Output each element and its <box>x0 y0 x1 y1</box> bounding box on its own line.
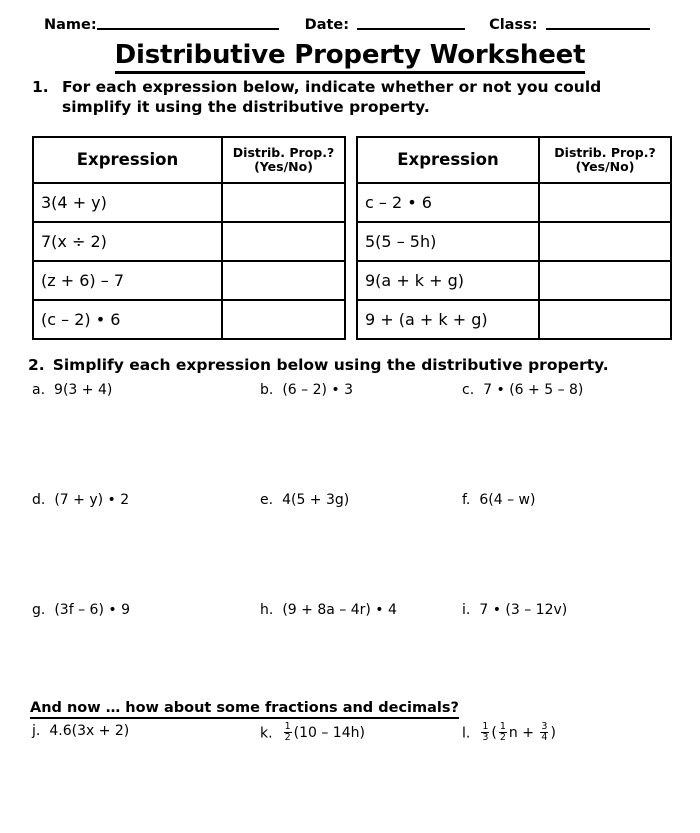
name-input-line[interactable] <box>97 27 279 30</box>
problem-j[interactable] <box>32 723 129 740</box>
header-distrib-line2-left: (Yes/No) <box>254 159 313 174</box>
problem-row-def <box>28 492 676 602</box>
problem-l-label: l. <box>462 725 471 742</box>
date-field-group <box>305 18 465 33</box>
name-field-group <box>44 18 279 33</box>
fraction-one-half <box>499 722 507 743</box>
expression-cell: (z + 6) – 7 <box>33 261 222 300</box>
problem-l[interactable] <box>462 723 556 744</box>
problem-row-ghi <box>28 602 676 712</box>
page-title <box>0 40 700 70</box>
problem-c-label: c. <box>462 382 475 398</box>
problem-j-expression: 4.6(3x + 2) <box>49 723 130 739</box>
answer-cell[interactable] <box>222 222 345 261</box>
fraction-denominator: 4 <box>541 731 548 743</box>
problem-d-expression: (7 + y) • 2 <box>54 492 130 508</box>
problem-l-expression-wrap <box>479 721 556 743</box>
problem-row-abc <box>28 382 676 492</box>
date-label: Date: <box>304 16 350 33</box>
date-input-line[interactable] <box>357 27 465 30</box>
problem-d-label: d. <box>32 492 46 508</box>
table-row <box>33 183 345 222</box>
header-distrib-line1-right: Distrib. Prop.? <box>554 144 656 160</box>
table-row <box>357 222 671 261</box>
question-2-number: 2. <box>28 356 45 374</box>
question-1-prompt <box>32 78 672 118</box>
question-2-prompt <box>28 356 668 376</box>
problem-f[interactable] <box>462 492 535 509</box>
header-expression-left: Expression <box>33 137 222 183</box>
header-expression-right: Expression <box>357 137 539 183</box>
problem-f-label: f. <box>462 492 471 508</box>
problem-b-expression: (6 – 2) • 3 <box>282 382 354 398</box>
problem-k-tail: (10 – 14h) <box>293 725 365 742</box>
problem-g-expression: (3f – 6) • 9 <box>54 602 130 618</box>
expression-tables <box>32 136 672 340</box>
problem-g-label: g. <box>32 602 46 618</box>
class-input-line[interactable] <box>546 27 650 30</box>
problem-h-label: h. <box>260 602 274 618</box>
table-row <box>357 261 671 300</box>
answer-cell[interactable] <box>539 222 671 261</box>
problem-j-label: j. <box>32 723 41 739</box>
problem-c[interactable] <box>462 382 583 399</box>
expression-cell: 9 + (a + k + g) <box>357 300 539 339</box>
fraction-one-third <box>481 722 489 743</box>
problem-e-label: e. <box>260 492 274 508</box>
answer-cell[interactable] <box>222 183 345 222</box>
table-row <box>33 261 345 300</box>
problem-a-expression: 9(3 + 4) <box>54 382 113 398</box>
question-1-text: For each expression below, indicate whether or not you could simplify it using the distributive property. <box>62 78 602 116</box>
answer-cell[interactable] <box>539 183 671 222</box>
problem-h[interactable] <box>260 602 397 619</box>
class-field-group <box>489 18 649 33</box>
problem-k[interactable] <box>260 723 365 744</box>
problem-g[interactable] <box>32 602 130 619</box>
problem-i[interactable] <box>462 602 567 619</box>
problem-c-expression: 7 • (6 + 5 – 8) <box>483 382 584 398</box>
problem-e-expression: 4(5 + 3g) <box>282 492 350 508</box>
problem-h-expression: (9 + 8a – 4r) • 4 <box>282 602 397 618</box>
problem-a-label: a. <box>32 382 46 398</box>
name-label: Name: <box>44 16 97 33</box>
table-header-row <box>33 137 345 183</box>
fraction-denominator: 3 <box>482 731 489 743</box>
expression-cell: 5(5 – 5h) <box>357 222 539 261</box>
table-row <box>357 183 671 222</box>
fractions-decimals-banner-text: And now … how about some fractions and decimals? <box>30 700 459 719</box>
fraction-numerator: 1 <box>499 721 506 732</box>
fraction-numerator: 3 <box>541 721 548 732</box>
expression-cell: 9(a + k + g) <box>357 261 539 300</box>
problem-l-close-paren: ) <box>550 725 556 742</box>
problem-i-expression: 7 • (3 – 12v) <box>479 602 568 618</box>
class-label: Class: <box>489 16 538 33</box>
problem-b[interactable] <box>260 382 353 399</box>
expression-cell: c – 2 • 6 <box>357 183 539 222</box>
problem-a[interactable] <box>32 382 112 399</box>
page-title-text: Distributive Property Worksheet <box>115 40 586 74</box>
table-row <box>33 300 345 339</box>
problem-f-expression: 6(4 – w) <box>479 492 536 508</box>
answer-cell[interactable] <box>222 300 345 339</box>
problem-d[interactable] <box>32 492 129 509</box>
question-1-number: 1. <box>32 78 49 96</box>
fractions-decimals-banner <box>30 700 459 716</box>
fraction-one-half <box>284 722 292 743</box>
fraction-numerator: 1 <box>284 721 291 732</box>
problem-k-expression-wrap <box>282 721 365 743</box>
answer-cell[interactable] <box>222 261 345 300</box>
problem-i-label: i. <box>462 602 471 618</box>
table-header-row <box>357 137 671 183</box>
header-distrib-prop-left <box>222 137 345 183</box>
fraction-denominator: 2 <box>499 731 506 743</box>
problem-l-open-paren: ( <box>491 725 497 742</box>
fraction-three-fourths <box>540 722 548 743</box>
problem-b-label: b. <box>260 382 274 398</box>
expression-cell: 7(x ÷ 2) <box>33 222 222 261</box>
student-info-header <box>0 8 700 32</box>
table-row <box>357 300 671 339</box>
header-distrib-prop-right <box>539 137 671 183</box>
problem-list-fractions <box>28 721 676 787</box>
expression-table-left <box>32 136 346 340</box>
answer-cell[interactable] <box>539 261 671 300</box>
answer-cell[interactable] <box>539 300 671 339</box>
question-2-text: Simplify each expression below using the distributive property. <box>52 356 609 374</box>
problem-row-jkl <box>28 721 676 787</box>
fraction-denominator: 2 <box>284 731 291 743</box>
problem-e[interactable] <box>260 492 349 509</box>
table-row <box>33 222 345 261</box>
header-distrib-line1-left: Distrib. Prop.? <box>232 144 335 160</box>
problem-l-mid: n + <box>508 725 539 742</box>
fraction-numerator: 1 <box>482 721 489 732</box>
expression-table-right <box>356 136 672 340</box>
problem-list <box>28 382 676 712</box>
expression-cell: 3(4 + y) <box>33 183 222 222</box>
header-distrib-line2-right: (Yes/No) <box>575 159 635 174</box>
expression-cell: (c – 2) • 6 <box>33 300 222 339</box>
problem-k-label: k. <box>260 725 273 742</box>
